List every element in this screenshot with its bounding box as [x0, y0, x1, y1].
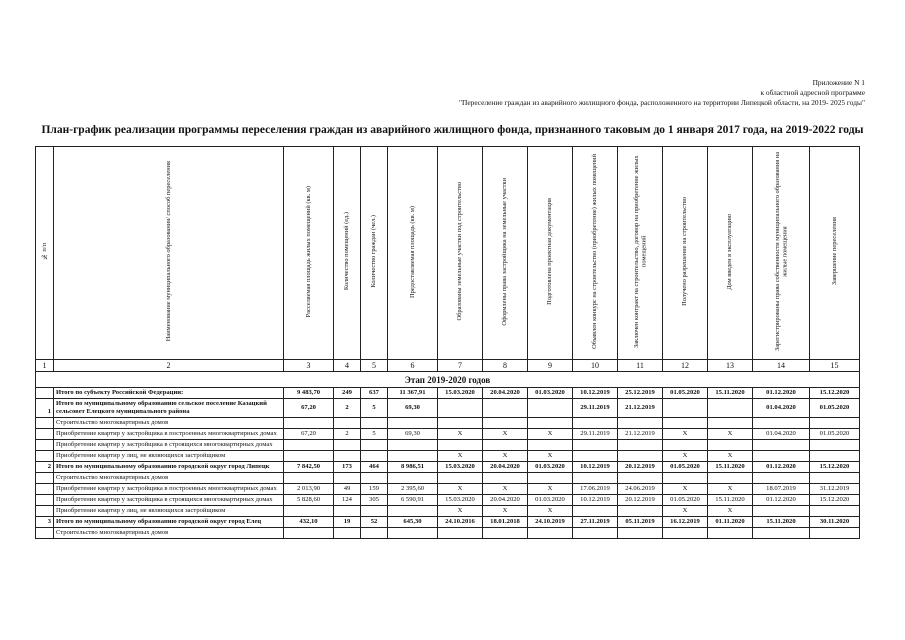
appendix-line-1: Приложение N 1 [812, 78, 865, 87]
column-number: 2 [54, 360, 284, 372]
table-cell: Строительство многоквартирных домов [54, 418, 284, 429]
table-cell: 15.11.2020 [708, 388, 753, 399]
table-cell: 01.12.2020 [753, 495, 810, 506]
table-cell [334, 451, 361, 462]
table-cell [361, 418, 388, 429]
table-cell: 21.12.2019 [618, 399, 663, 418]
column-header: Подготовлена проектная документация [528, 147, 573, 360]
table-cell [36, 495, 54, 506]
table-cell [438, 440, 483, 451]
column-header: № п/п [36, 147, 54, 360]
table-cell [284, 528, 334, 539]
table-cell [528, 418, 573, 429]
column-number-row [36, 360, 860, 372]
column-number: 9 [528, 360, 573, 372]
table-row [36, 418, 860, 429]
table-cell: 01.05.2020 [663, 388, 708, 399]
column-number: 1 [36, 360, 54, 372]
appendix-line-2: к областной адресной программе [760, 88, 865, 97]
table-cell: 01.05.2020 [663, 462, 708, 473]
table-cell [753, 528, 810, 539]
table-cell: 9 483,70 [284, 388, 334, 399]
table-cell [361, 451, 388, 462]
table-cell: 1 [36, 399, 54, 418]
table-row [36, 495, 860, 506]
column-number: 8 [483, 360, 528, 372]
table-cell: X [663, 484, 708, 495]
table-cell [663, 473, 708, 484]
table-cell: 20.04.2020 [483, 495, 528, 506]
table-cell [284, 506, 334, 517]
table-cell [36, 484, 54, 495]
table-cell [36, 506, 54, 517]
column-number: 3 [284, 360, 334, 372]
table-cell: 18.01.2018 [483, 517, 528, 528]
table-cell: 30.11.2020 [810, 517, 860, 528]
table-cell [388, 451, 438, 462]
column-number: 7 [438, 360, 483, 372]
table-row [36, 388, 860, 399]
table-cell: Итого по муниципальному образованию городской округ город Липецк [54, 462, 284, 473]
table-cell: 01.05.2020 [810, 399, 860, 418]
column-header: Зарегистрированы права собственности муниципального образования на жилые помещения [753, 147, 810, 360]
table-cell [810, 473, 860, 484]
table-cell: 15.12.2020 [810, 495, 860, 506]
table-cell [528, 399, 573, 418]
table-cell: X [528, 429, 573, 440]
table-cell: 2 [36, 462, 54, 473]
table-cell: 25.12.2019 [618, 388, 663, 399]
table-cell [36, 451, 54, 462]
stage-label: Этап 2019-2020 годов [36, 372, 860, 388]
table-row [36, 429, 860, 440]
column-header: Количество граждан (чел.) [361, 147, 388, 360]
table-cell [36, 418, 54, 429]
table-cell [618, 440, 663, 451]
table-cell [573, 528, 618, 539]
table-cell: 15.03.2020 [438, 495, 483, 506]
table-row [36, 462, 860, 473]
table-cell [334, 418, 361, 429]
table-cell: 17.06.2019 [573, 484, 618, 495]
table-cell: X [663, 451, 708, 462]
table-cell: X [663, 506, 708, 517]
table-cell: X [708, 484, 753, 495]
table-cell [618, 506, 663, 517]
column-header: Образованы земельные участки под строительство [438, 147, 483, 360]
table-cell: 16.12.2019 [663, 517, 708, 528]
table-cell: 8 986,51 [388, 462, 438, 473]
table-cell: X [438, 506, 483, 517]
schedule-table [35, 146, 860, 539]
table-cell: 3 [36, 517, 54, 528]
table-cell: 6 590,91 [388, 495, 438, 506]
table-cell: 637 [361, 388, 388, 399]
column-header: Количество помещений (ед.) [334, 147, 361, 360]
table-cell: Приобретение квартир у застройщика в построенных многоквартирных домах [54, 429, 284, 440]
table-cell [284, 451, 334, 462]
table-cell [573, 440, 618, 451]
table-cell [438, 399, 483, 418]
table-cell [361, 528, 388, 539]
table-cell [753, 506, 810, 517]
table-cell: X [483, 484, 528, 495]
table-row [36, 473, 860, 484]
table-cell: 10.12.2019 [573, 462, 618, 473]
table-cell [361, 440, 388, 451]
column-number: 5 [361, 360, 388, 372]
table-cell: 29.11.2019 [573, 399, 618, 418]
table-cell: 01.11.2020 [708, 517, 753, 528]
table-cell: 24.10.2019 [528, 517, 573, 528]
table-cell: 464 [361, 462, 388, 473]
table-cell [708, 399, 753, 418]
table-cell [663, 399, 708, 418]
table-cell [483, 418, 528, 429]
table-cell: 05.11.2019 [618, 517, 663, 528]
table-cell [438, 473, 483, 484]
appendix-note [459, 78, 865, 108]
table-cell: X [483, 429, 528, 440]
table-cell: 01.05.2020 [663, 495, 708, 506]
table-cell: 01.04.2020 [753, 399, 810, 418]
table-cell: 15.12.2020 [810, 462, 860, 473]
table-cell [753, 418, 810, 429]
table-cell: X [708, 506, 753, 517]
table-cell: Приобретение квартир у застройщика в построенных многоквартирных домах [54, 484, 284, 495]
stage-row [36, 372, 860, 388]
column-header: Дом введен в эксплуатацию [708, 147, 753, 360]
table-cell: 24.10.2016 [438, 517, 483, 528]
table-cell: 69,30 [388, 399, 438, 418]
table-cell: 249 [334, 388, 361, 399]
table-cell [36, 473, 54, 484]
table-cell: 21.12.2019 [618, 429, 663, 440]
table-cell [573, 418, 618, 429]
column-header: Расселяемая площадь жилых помещений (кв. м) [284, 147, 334, 360]
table-row [36, 440, 860, 451]
table-row [36, 517, 860, 528]
table-cell: 01.04.2020 [753, 429, 810, 440]
table-cell [284, 418, 334, 429]
table-cell [36, 528, 54, 539]
table-cell: 67,20 [284, 399, 334, 418]
table-cell: 19 [334, 517, 361, 528]
table-cell: 11 367,91 [388, 388, 438, 399]
table-row [36, 451, 860, 462]
table-cell [753, 440, 810, 451]
column-header: Предоставляемая площадь (кв. м) [388, 147, 438, 360]
table-cell: 01.03.2020 [528, 462, 573, 473]
table-cell: Строительство многоквартирных домов [54, 528, 284, 539]
column-number: 6 [388, 360, 438, 372]
table-cell: 432,10 [284, 517, 334, 528]
table-cell: 15.03.2020 [438, 388, 483, 399]
table-cell: Итого по субъекту Российской Федерации: [54, 388, 284, 399]
table-cell [483, 473, 528, 484]
table-cell [618, 451, 663, 462]
table-cell [708, 528, 753, 539]
table-cell: 29.11.2019 [573, 429, 618, 440]
column-header: Завершение переселения [810, 147, 860, 360]
table-cell [388, 528, 438, 539]
table-cell [810, 440, 860, 451]
table-cell: 5 828,60 [284, 495, 334, 506]
table-cell: 01.05.2020 [810, 429, 860, 440]
table-cell [753, 451, 810, 462]
column-header: Заключен контракт на строительство, договор на приобретение жилых помещений [618, 147, 663, 360]
table-cell [388, 440, 438, 451]
table-cell [438, 418, 483, 429]
table-cell [663, 528, 708, 539]
appendix-line-3: "Переселение граждан из аварийного жилищного фонда, расположенного на территории Липецкой области, на 2019- 2025 годы" [459, 98, 865, 107]
table-cell [708, 473, 753, 484]
table-row [36, 399, 860, 418]
table-cell: 20.12.2019 [618, 462, 663, 473]
table-cell: X [528, 484, 573, 495]
table-cell [334, 506, 361, 517]
column-number: 4 [334, 360, 361, 372]
table-cell: X [528, 506, 573, 517]
table-cell: 15.11.2020 [753, 517, 810, 528]
table-cell [573, 451, 618, 462]
table-cell [483, 528, 528, 539]
column-number: 12 [663, 360, 708, 372]
table-cell [573, 473, 618, 484]
column-header: Наименование муниципального образования/ способ переселения [54, 147, 284, 360]
column-number: 15 [810, 360, 860, 372]
table-row [36, 484, 860, 495]
table-cell: X [483, 506, 528, 517]
table-cell: Приобретение квартир у лиц, не являющихся застройщиком [54, 451, 284, 462]
table-cell: X [528, 451, 573, 462]
table-cell [334, 473, 361, 484]
table-cell [618, 418, 663, 429]
table-row [36, 528, 860, 539]
table-cell: Приобретение квартир у лиц, не являющихся застройщиком [54, 506, 284, 517]
table-cell [573, 506, 618, 517]
table-cell: 49 [334, 484, 361, 495]
table-cell: X [438, 429, 483, 440]
table-cell [708, 418, 753, 429]
column-number: 11 [618, 360, 663, 372]
table-cell [334, 440, 361, 451]
table-cell [36, 388, 54, 399]
table-cell [708, 440, 753, 451]
table-cell: 18.07.2019 [753, 484, 810, 495]
table-cell: 20.12.2019 [618, 495, 663, 506]
table-cell: X [708, 429, 753, 440]
column-header: Оформлены права застройщика на земельные участки [483, 147, 528, 360]
table-cell [36, 440, 54, 451]
table-cell: 15.03.2020 [438, 462, 483, 473]
column-number: 14 [753, 360, 810, 372]
table-cell [284, 440, 334, 451]
table-cell: Итого по муниципальному образованию городской округ город Елец [54, 517, 284, 528]
table-cell: 10.12.2019 [573, 388, 618, 399]
table-cell: 173 [334, 462, 361, 473]
table-cell [810, 451, 860, 462]
table-cell [528, 440, 573, 451]
table-cell [528, 473, 573, 484]
table-cell: 7 842,50 [284, 462, 334, 473]
table-cell: X [438, 451, 483, 462]
table-cell: 645,30 [388, 517, 438, 528]
table-cell [528, 528, 573, 539]
table-cell [618, 473, 663, 484]
table-cell [810, 528, 860, 539]
table-cell: 15.11.2020 [708, 462, 753, 473]
table-cell: 2 [334, 429, 361, 440]
table-cell: Строительство многоквартирных домов [54, 473, 284, 484]
table-cell: 31.12.2019 [810, 484, 860, 495]
document-title: План-график реализации программы переселения граждан из аварийного жилищного фонда, признанного таковым до 1 января 2017 года, на 2019-2022 годы [41, 124, 864, 136]
table-cell: 305 [361, 495, 388, 506]
column-number: 10 [573, 360, 618, 372]
table-cell: 01.03.2020 [528, 495, 573, 506]
table-cell: 10.12.2019 [573, 495, 618, 506]
column-number: 13 [708, 360, 753, 372]
table-cell [334, 528, 361, 539]
table-cell [361, 473, 388, 484]
table-cell [483, 440, 528, 451]
table-cell: 159 [361, 484, 388, 495]
header-row [36, 147, 860, 360]
table-cell: X [438, 484, 483, 495]
column-header: Объявлен конкурс на строительство (приобретение) жилых помещений [573, 147, 618, 360]
table-cell: 20.04.2020 [483, 462, 528, 473]
table-cell: 5 [361, 429, 388, 440]
table-cell [618, 528, 663, 539]
table-cell [36, 429, 54, 440]
table-cell: 2 395,60 [388, 484, 438, 495]
table-cell [284, 473, 334, 484]
table-cell [753, 473, 810, 484]
table-cell: 01.12.2020 [753, 388, 810, 399]
table-cell [810, 506, 860, 517]
table-cell: 2 [334, 399, 361, 418]
table-cell: Приобретение квартир у застройщика в строящихся многоквартирных домах [54, 440, 284, 451]
table-cell [663, 418, 708, 429]
table-cell: X [708, 451, 753, 462]
table-cell [388, 473, 438, 484]
table-cell: X [483, 451, 528, 462]
table-row [36, 506, 860, 517]
table-cell: Итого по муниципальному образованию сельское поселение Казацкий сельсовет Елецкого муниципального района [54, 399, 284, 418]
table-cell: 67,20 [284, 429, 334, 440]
column-header: Получено разрешение на строительство [663, 147, 708, 360]
table-cell [663, 440, 708, 451]
table-cell [483, 399, 528, 418]
table-cell: X [663, 429, 708, 440]
table-cell: 01.03.2020 [528, 388, 573, 399]
table-cell: Приобретение квартир у застройщика в строящихся многоквартирных домах [54, 495, 284, 506]
table-cell [810, 418, 860, 429]
table-cell: 24.06.2019 [618, 484, 663, 495]
table-cell [438, 528, 483, 539]
table-cell: 15.11.2020 [708, 495, 753, 506]
table-cell: 01.12.2020 [753, 462, 810, 473]
table-cell: 69,30 [388, 429, 438, 440]
table-cell: 20.04.2020 [483, 388, 528, 399]
table-cell: 27.11.2019 [573, 517, 618, 528]
table-cell: 124 [334, 495, 361, 506]
table-cell [361, 506, 388, 517]
table-cell: 2 013,90 [284, 484, 334, 495]
table-cell: 15.12.2020 [810, 388, 860, 399]
table-cell: 5 [361, 399, 388, 418]
table-cell [388, 506, 438, 517]
table-cell: 52 [361, 517, 388, 528]
table-cell [388, 418, 438, 429]
